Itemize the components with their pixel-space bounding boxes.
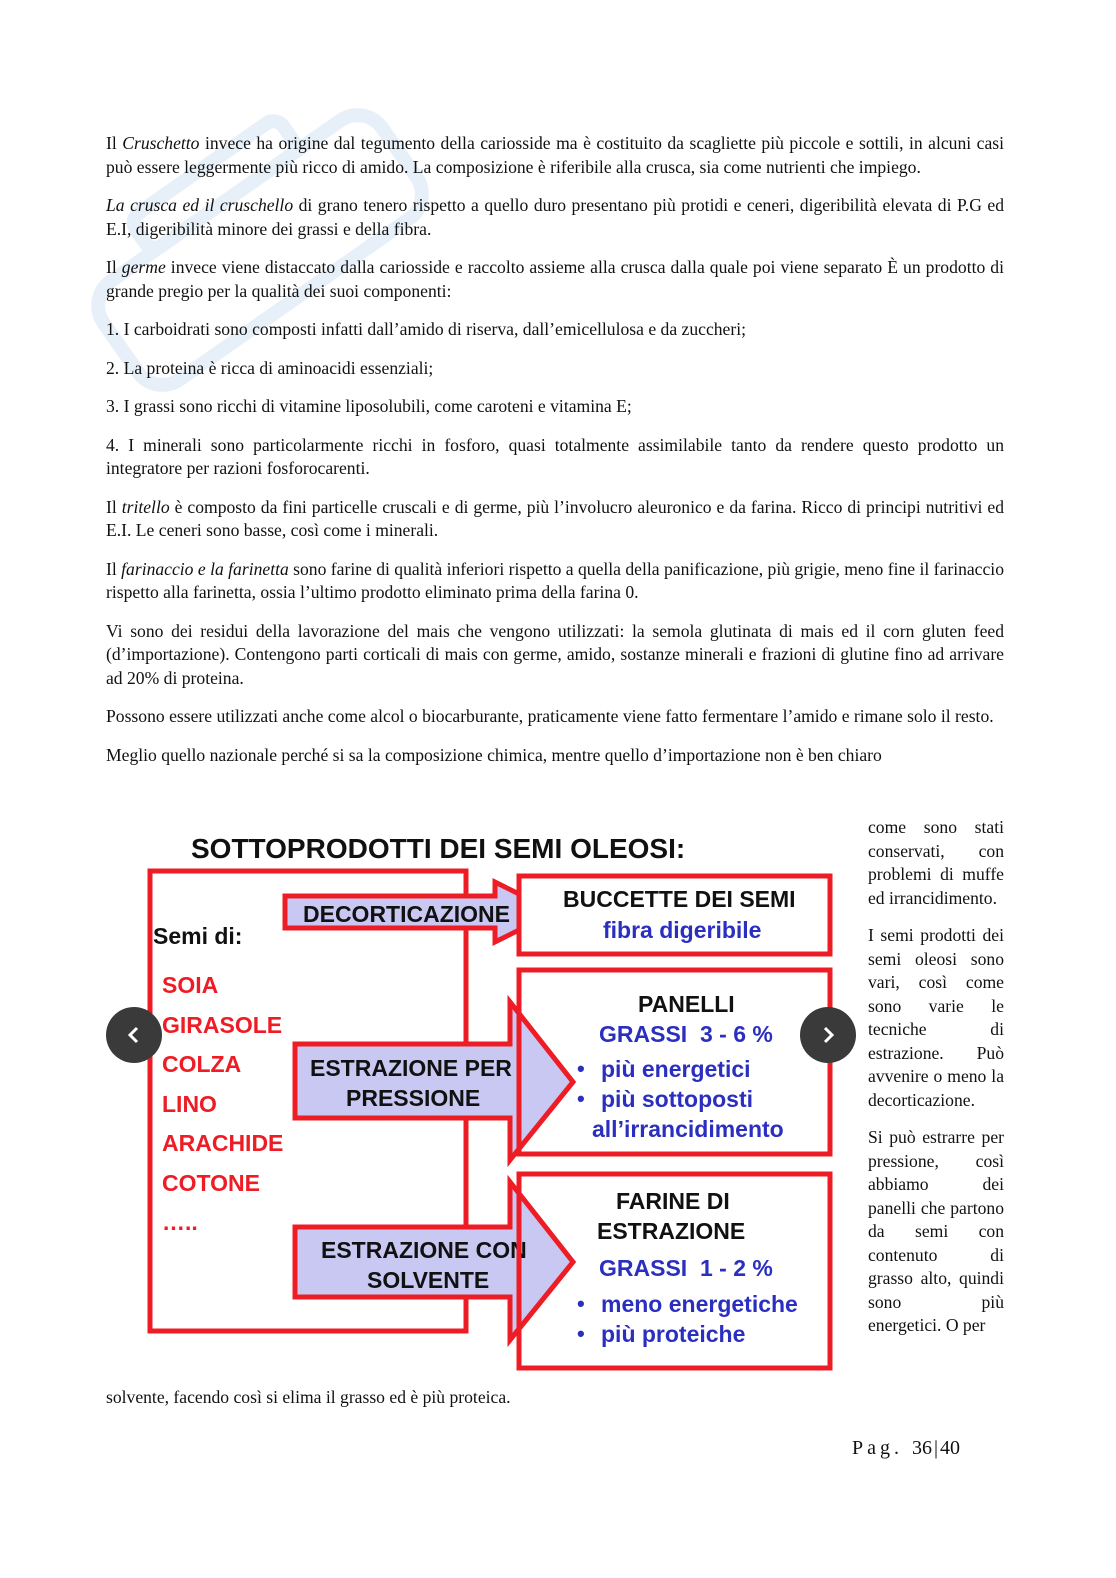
cakes-bullet-2: più sottoposti: [601, 1086, 754, 1112]
previous-page-button[interactable]: [106, 1007, 162, 1063]
list-item: 2. La proteina è ricca di aminoacidi essenziali;: [106, 357, 434, 378]
bullet: •: [577, 1321, 585, 1346]
main-text: [106, 132, 1004, 782]
bullet: •: [577, 1291, 585, 1316]
chevron-left-icon: [126, 1025, 142, 1045]
meals-bullet-2: più proteiche: [601, 1321, 746, 1347]
side-paragraph: I semi prodotti dei semi oleosi sono vari, così come sono varie le tecniche di estrazione. Può avvenire o meno la decorticazione.: [868, 925, 1004, 1110]
pressure-label-1: ESTRAZIONE PER: [310, 1055, 512, 1081]
diagram-title: SOTTOPRODOTTI DEI SEMI OLEOSI:: [191, 833, 686, 864]
page-footer: [852, 1437, 960, 1460]
page-label: Pag.: [852, 1437, 903, 1459]
list-item: 4. I minerali sono particolarmente ricchi in fosforo, quasi totalmente assimilabile tanto da rendere questo prodotto un integratore per razioni fosforocarenti.: [106, 434, 1004, 478]
side-column-text: [868, 816, 1004, 1338]
seed-item: …..: [162, 1209, 198, 1235]
cakes-title: PANELLI: [638, 991, 735, 1017]
meals-fat: GRASSI 1 - 2 %: [599, 1255, 773, 1281]
paragraph-cruschetto: Il Cruschetto invece ha origine dal tegumento della cariosside ma è costituito da scagliette più piccole e sottili, in alcuni casi può essere leggermente più ricco di amido. La composizione è riferibile alla crusca, sia come nutrienti che impiego.: [106, 133, 1004, 177]
bullet: •: [577, 1086, 585, 1111]
seed-item: COLZA: [162, 1051, 242, 1077]
seed-item: LINO: [162, 1091, 217, 1117]
page-separator: |: [934, 1437, 939, 1459]
seeds-label: Semi di:: [153, 923, 243, 949]
next-page-button[interactable]: [800, 1007, 856, 1063]
solvent-label-2: SOLVENTE: [367, 1267, 490, 1293]
paragraph-mais: Vi sono dei residui della lavorazione del mais che vengono utilizzati: la semola glutinata di mais ed il corn gluten feed (d’importazione). Contengono parti corticali di mais con germe, amido, sostanze minerali e frazioni di glutine fino ad arrivare ad 20% di proteina.: [106, 620, 1004, 688]
side-paragraph: come sono stati conservati, con problemi di muffe ed irrancidimento.: [868, 817, 1004, 908]
pressure-arrow: [295, 1002, 573, 1160]
hulls-title: BUCCETTE DEI SEMI: [563, 886, 796, 912]
seed-item: COTONE: [162, 1170, 260, 1196]
hulls-sub: fibra digeribile: [603, 917, 762, 943]
paragraph-crusca: La crusca ed il cruschello di grano tenero rispetto a quello duro presentano più protidi e ceneri, digeribilità elevata di P.G ed E.I, digeribilità minore dei grassi e della fibra.: [106, 195, 1004, 239]
seed-item: GIRASOLE: [162, 1012, 283, 1038]
paragraph-biocarburante: Possono essere utilizzati anche come alcol o biocarburante, praticamente viene fatto fermentare l’amido e rimane solo il resto.: [106, 706, 994, 726]
paragraph-solvente: solvente, facendo così si elima il grasso ed è più proteica.: [106, 1387, 511, 1407]
page-number: 36: [912, 1437, 932, 1459]
bullet: •: [577, 1056, 585, 1081]
seed-item: ARACHIDE: [162, 1130, 284, 1156]
paragraph-germe: Il germe invece viene distaccato dalla cariosside e raccolto assieme alla crusca dalla quale poi viene separato È un prodotto di grande pregio per la qualità dei suoi componenti:: [106, 257, 1004, 301]
list-item: 3. I grassi sono ricchi di vitamine liposolubili, come caroteni e vitamina E;: [106, 396, 632, 416]
cakes-fat: GRASSI 3 - 6 %: [599, 1021, 773, 1047]
page-total: 40: [940, 1437, 961, 1459]
solvent-label-1: ESTRAZIONE CON: [321, 1237, 527, 1263]
seed-item: SOIA: [162, 972, 219, 998]
cakes-bullet-3: all’irrancidimento: [592, 1116, 784, 1142]
paragraph-farinaccio: Il farinaccio e la farinetta sono farine di qualità inferiori rispetto a quella della panificazione, più grigie, meno fine il farinaccio rispetto alla farinetta, ossia l’ultimo prodotto eliminato prima della farina 0.: [106, 558, 1004, 602]
paragraph-tritello: Il tritello è composto da fini particelle cruscali e di germe, più l’involucro aleuronico e da farina. Ricco di principi nutritivi ed E.I. Le ceneri sono basse, così come i minerali.: [106, 496, 1004, 540]
meals-title-2: ESTRAZIONE: [597, 1218, 746, 1244]
cakes-bullet-1: più energetici: [601, 1056, 751, 1082]
side-paragraph: Si può estrarre per pressione, così abbiamo dei panelli che partono da semi con contenuto di grasso alto, quindi sono più energetici. O per: [868, 1127, 1004, 1335]
chevron-right-icon: [820, 1025, 836, 1045]
list-item: 1. I carboidrati sono composti infatti dall’amido di riserva, dall’emicellulosa e da zuccheri;: [106, 319, 746, 339]
decortication-label: DECORTICAZIONE: [303, 901, 510, 927]
meals-bullet-1: meno energetiche: [601, 1291, 798, 1317]
pressure-label-2: PRESSIONE: [346, 1085, 481, 1111]
oilseed-diagram: [145, 822, 845, 1382]
meals-title-1: FARINE DI: [616, 1188, 730, 1214]
paragraph-nazionale: Meglio quello nazionale perché si sa la composizione chimica, mentre quello d’importazione non è ben chiaro: [106, 744, 882, 765]
